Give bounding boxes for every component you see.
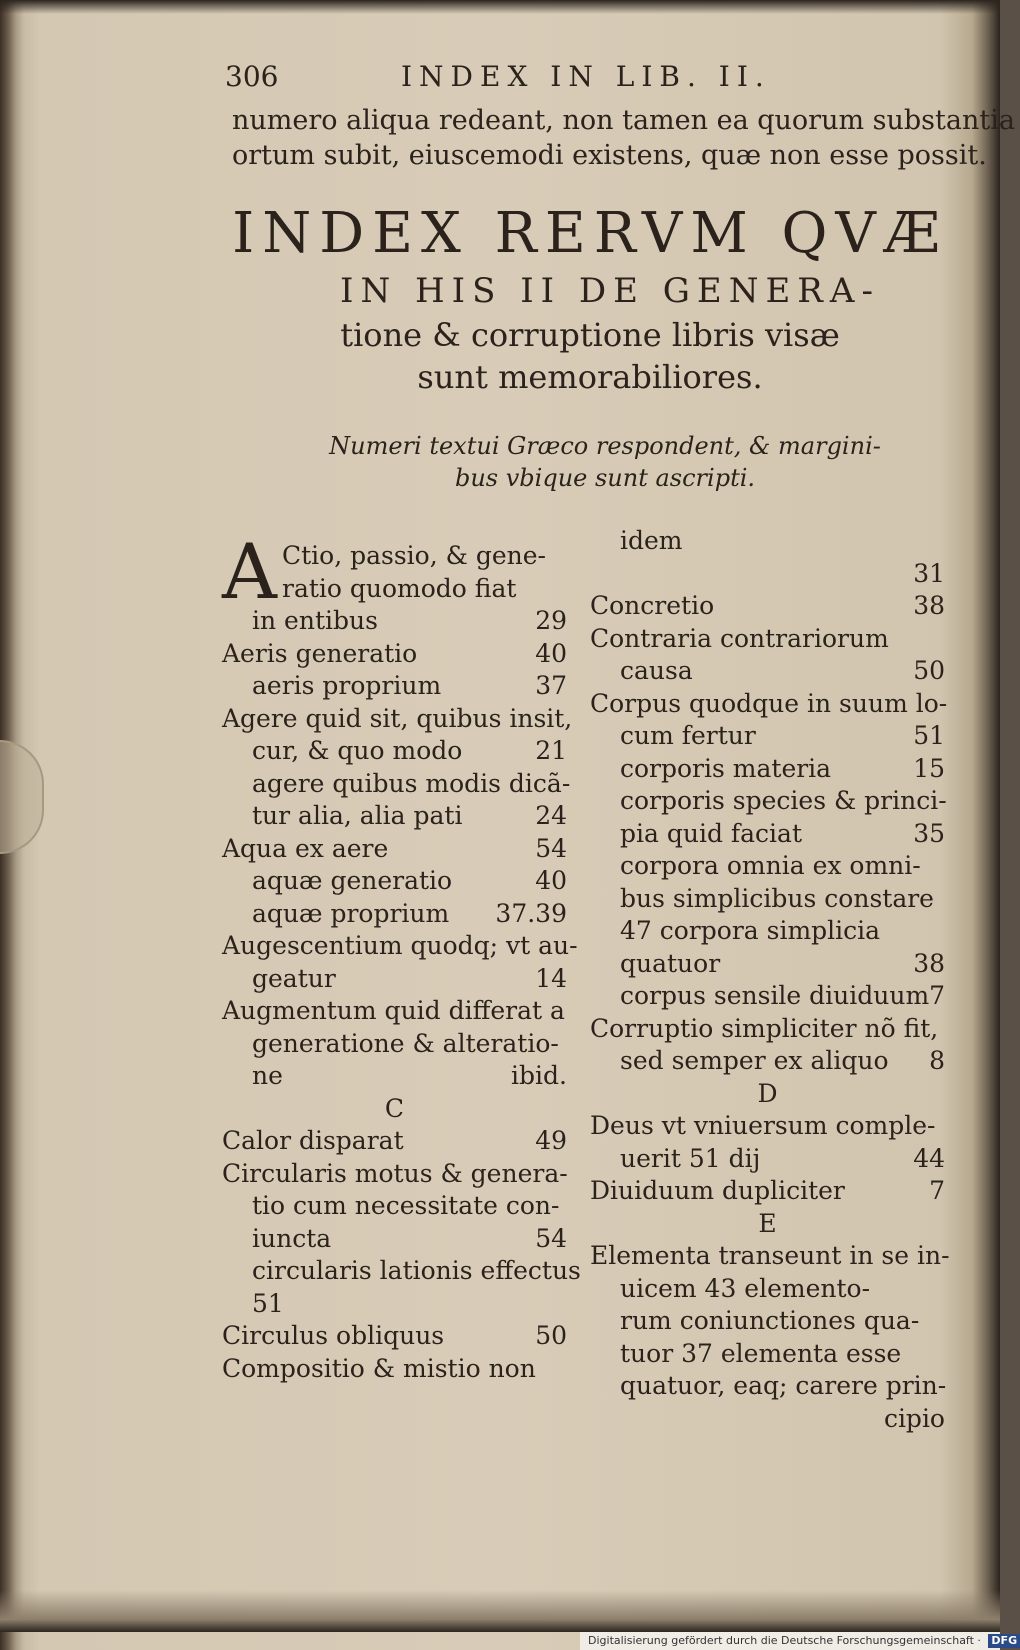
index-entry <box>590 1403 945 1436</box>
index-page-ref: 24 <box>535 801 567 830</box>
index-entry <box>222 1223 567 1256</box>
index-page-ref: 35 <box>913 818 945 848</box>
index-entry-text: corpora omnia ex omni- <box>620 851 921 880</box>
index-entry <box>222 995 567 1028</box>
index-page-ref: 21 <box>535 736 567 765</box>
index-entry <box>590 1175 945 1208</box>
index-entry-text: Aqua ex aere <box>222 833 389 863</box>
index-entry-text: Augmentum quid differat a <box>222 996 565 1025</box>
index-entry <box>222 605 567 638</box>
index-entry <box>590 1143 945 1176</box>
index-note-line: Numeri textui Græco respondent, & margini- <box>329 432 881 460</box>
index-entry <box>222 1190 567 1223</box>
index-entry <box>222 1028 567 1061</box>
index-entry <box>222 1353 567 1386</box>
index-entry <box>590 948 945 981</box>
index-entry <box>590 720 945 753</box>
index-page-ref: 8 <box>929 1046 945 1075</box>
index-page-ref: 38 <box>913 948 945 978</box>
index-page-ref: ibid. <box>511 1061 567 1090</box>
index-entry-text: cipio <box>883 1403 945 1433</box>
index-note-line: bus vbique sunt ascripti. <box>454 464 756 492</box>
index-entry <box>222 898 567 931</box>
index-entry-text: corpus sensile diuiduum <box>620 981 930 1010</box>
preceding-text-line: ortum subit, eiuscemodi existens, quæ non esse possit. <box>232 140 987 171</box>
index-column-right <box>590 525 950 1435</box>
index-entry-text: quatuor <box>620 948 721 978</box>
index-entry <box>222 703 573 736</box>
index-entry <box>222 540 567 573</box>
index-letter: D <box>757 1078 778 1108</box>
page-top-shadow <box>0 0 1000 14</box>
index-entry <box>590 980 945 1013</box>
index-entry <box>222 1255 581 1288</box>
index-entry <box>590 818 945 851</box>
index-entry <box>590 1045 945 1078</box>
page-number: 306 <box>225 60 279 93</box>
index-entry <box>590 883 945 916</box>
index-entry-text: cum fertur <box>620 721 756 750</box>
index-page-ref: 14 <box>535 963 567 993</box>
index-page-ref: 37 <box>535 671 567 700</box>
index-entry <box>222 800 567 833</box>
index-entry <box>222 833 567 866</box>
index-entry <box>590 688 948 721</box>
index-letter-heading <box>590 1078 945 1111</box>
index-entry-text: 47 corpora simplicia <box>620 916 881 945</box>
index-entry-text: sed semper ex aliquo <box>620 1046 889 1075</box>
index-entry-text: Agere quid sit, quibus insit, <box>222 703 573 733</box>
index-entry-text: Augescentium quodq; vt au- <box>222 931 578 960</box>
running-title: INDEX IN LIB. II. <box>401 60 771 93</box>
index-entry-text: aquæ generatio <box>252 866 453 895</box>
index-entry-text: Contraria contrariorum <box>590 623 889 653</box>
index-entry <box>590 655 945 688</box>
index-title-line: tione & corruptione libris visæ <box>340 316 840 354</box>
index-entry <box>590 1110 945 1143</box>
page-clasp-mark <box>0 740 44 854</box>
index-entry <box>590 1305 945 1338</box>
index-entry <box>590 850 945 883</box>
index-letter-heading <box>590 1208 945 1241</box>
index-entry-text: cur, & quo modo <box>252 736 463 765</box>
index-entry-text: geatur <box>252 963 336 993</box>
index-entry-text: in entibus <box>252 606 378 635</box>
index-entry <box>590 1013 945 1046</box>
drop-initial: A <box>222 527 277 616</box>
index-entry-text: Corpus quodque in suum lo- <box>590 688 948 718</box>
index-entry <box>222 1060 567 1093</box>
index-page-ref: 40 <box>535 866 567 895</box>
index-page-ref: 50 <box>913 656 945 685</box>
index-entry-text: Compositio & mistio non <box>222 1353 536 1383</box>
index-entry-text: Concretio <box>590 591 715 620</box>
index-column-left <box>222 527 581 1385</box>
index-title-line: IN HIS II DE GENERA- <box>340 271 880 311</box>
index-entry-text: tio cum necessitate con- <box>252 1191 560 1220</box>
index-entry-text: quatuor, eaq; carere prin- <box>620 1371 947 1400</box>
index-page-ref: 29 <box>535 606 567 635</box>
index-page-ref: 37.39 <box>495 898 567 928</box>
index-entry <box>590 558 945 591</box>
index-entry-text: corporis species & princi- <box>620 786 947 815</box>
index-entry <box>222 1125 567 1158</box>
index-entry-text: Deus vt vniuersum comple- <box>590 1111 936 1140</box>
index-entry-text: 51 <box>252 1288 284 1318</box>
index-entry-text: Elementa transeunt in se in- <box>590 1241 950 1270</box>
index-entry-text: rum coniunctiones qua- <box>620 1306 920 1335</box>
index-entry-text: ratio quomodo fiat <box>282 573 517 603</box>
index-entry-text: tuor 37 elementa esse <box>620 1338 902 1368</box>
index-letter: E <box>758 1208 777 1238</box>
index-entry-text: Ctio, passio, & gene- <box>282 541 546 570</box>
index-entry-text: circularis lationis effectus <box>252 1256 581 1285</box>
index-page-ref: 31 <box>913 558 945 588</box>
index-title-line: INDEX RERVM QVÆ <box>232 201 948 266</box>
index-entry-text: agere quibus modis dicã- <box>252 768 571 798</box>
index-entry-text: corporis materia <box>620 753 832 783</box>
index-entry <box>222 768 571 801</box>
index-entry <box>222 1158 567 1191</box>
index-page-ref: 38 <box>913 591 945 620</box>
index-page-ref: 54 <box>535 833 567 863</box>
index-entry <box>590 753 945 786</box>
index-entry-text: aquæ proprium <box>252 898 450 928</box>
index-page-ref: 7 <box>929 1176 945 1205</box>
index-entry <box>590 785 945 818</box>
index-entry-text: tur alia, alia pati <box>252 801 463 830</box>
index-entry-text: aeris proprium <box>252 671 442 700</box>
index-entry <box>222 573 567 606</box>
index-page-ref: 51 <box>913 721 945 750</box>
index-entry <box>222 865 567 898</box>
index-title <box>220 200 960 398</box>
page-bottom-edge <box>0 1590 1000 1632</box>
index-entry <box>222 963 567 996</box>
index-entry <box>590 1273 945 1306</box>
index-entry-text: Circularis motus & genera- <box>222 1158 568 1188</box>
dfg-logo: DFG <box>988 1634 1020 1648</box>
index-entry <box>222 638 567 671</box>
index-title-line: sunt memorabiliores. <box>417 358 763 396</box>
funding-text: Digitalisierung gefördert durch die Deutsche Forschungsgemeinschaft · <box>588 1634 981 1647</box>
index-entry-text: Calor disparat <box>222 1126 404 1155</box>
index-entry-text: Circulus obliquus <box>222 1321 445 1350</box>
index-entry <box>590 590 945 623</box>
index-entry <box>222 930 578 963</box>
index-page-ref: 50 <box>535 1321 567 1350</box>
index-letter-heading <box>222 1093 567 1126</box>
running-head <box>225 60 945 100</box>
index-entry <box>590 623 945 656</box>
index-entry-text: idem <box>620 526 683 555</box>
index-entry-text: Aeris generatio <box>222 638 418 668</box>
index-page-ref: 40 <box>535 638 567 668</box>
index-entry-text: uicem 43 elemento- <box>620 1273 871 1303</box>
index-entry <box>590 1338 945 1371</box>
index-page-ref: 49 <box>535 1126 567 1155</box>
index-entry <box>590 915 945 948</box>
index-entry <box>222 1320 567 1353</box>
index-entry-text: bus simplicibus constare <box>620 883 934 913</box>
index-entry <box>590 525 945 558</box>
preceding-text-line: numero aliqua redeant, non tamen ea quorum substantia <box>232 105 1015 136</box>
index-page-ref: 15 <box>913 753 945 783</box>
index-entry <box>590 1370 945 1403</box>
index-letter: C <box>384 1093 405 1123</box>
index-entry-text: generatione & alteratio- <box>252 1028 559 1058</box>
index-entry <box>222 1288 567 1321</box>
funding-footer <box>580 1632 1018 1650</box>
index-page-ref: 44 <box>913 1143 945 1173</box>
index-page-ref: 54 <box>535 1223 567 1253</box>
index-entry-text: uerit 51 dij <box>620 1143 761 1173</box>
index-entry-text: ne <box>252 1061 283 1090</box>
index-entry <box>222 735 567 768</box>
index-note <box>305 430 905 494</box>
index-entry-text: Diuiduum dupliciter <box>590 1176 845 1205</box>
index-entry-text: iuncta <box>252 1223 332 1253</box>
index-entry-text: causa <box>620 656 693 685</box>
index-entry-text: pia quid faciat <box>620 818 803 848</box>
index-entry <box>222 670 567 703</box>
index-entry <box>590 1240 950 1273</box>
index-entry-text: Corruptio simpliciter nõ fit, <box>590 1013 939 1043</box>
index-page-ref: 7 <box>929 981 945 1010</box>
